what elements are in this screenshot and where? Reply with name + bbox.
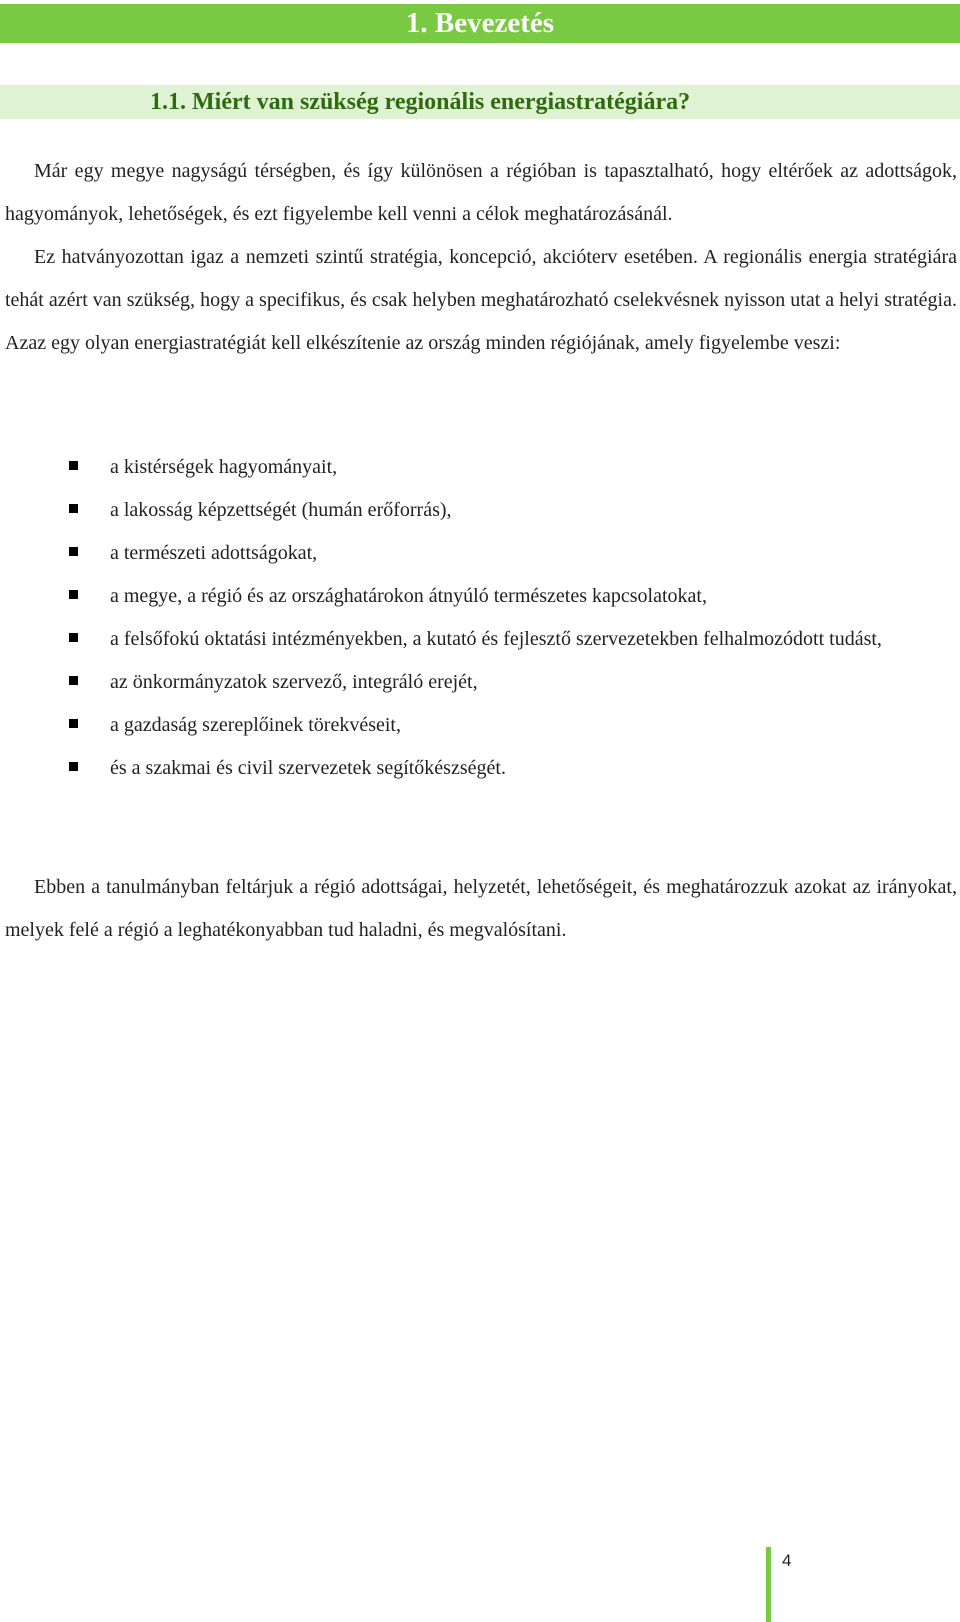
page-number-rule [766,1547,771,1622]
list-item: a felsőfokú oktatási intézményekben, a kutató és fejlesztő szervezetekben felhalmozódott tudást, [69,618,957,661]
square-bullet-icon [69,676,78,685]
square-bullet-icon [69,762,78,771]
list-item: a lakosság képzettségét (humán erőforrás), [69,489,957,532]
list-item: az önkormányzatok szervező, integráló erejét, [69,661,957,704]
square-bullet-icon [69,719,78,728]
paragraph-2: Ez hatványozottan igaz a nemzeti szintű stratégia, koncepció, akcióterv esetében. A regionális energia stratégiára tehát azért van szükség, hogy a specifikus, és csak helyben meghatározható cselekvésnek nyisson utat a helyi stratégia. Azaz egy olyan energiastratégiát kell elkészítenie az ország minden régiójának, amely figyelembe veszi: [5,246,957,354]
paragraph-3: Ebben a tanulmányban feltárjuk a régió adottságai, helyzetét, lehetőségeit, és meghatározzuk azokat az irányokat, melyek felé a régió a leghatékonyabban tud haladni, és megvalósítani. [5,876,957,941]
section-title: 1.1. Miért van szükség regionális energiastratégiára? [150,89,691,115]
square-bullet-icon [69,633,78,642]
intro-text [5,150,957,365]
square-bullet-icon [69,547,78,556]
list-item: a kistérségek hagyományait, [69,446,957,489]
section-heading-bar [0,85,960,119]
paragraph-1: Már egy megye nagyságú térségben, és így különösen a régióban is tapasztalható, hogy eltérőek az adottságok, hagyományok, lehetőségek, és ezt figyelembe kell venni a célok meghatározásánál. [5,160,957,225]
list-item: és a szakmai és civil szervezetek segítőkészségét. [69,747,957,790]
page-number: 4 [782,1551,792,1570]
chapter-title: 1. Bevezetés [405,7,555,39]
square-bullet-icon [69,590,78,599]
list-item: a megye, a régió és az országhatárokon átnyúló természetes kapcsolatokat, [69,575,957,618]
bullet-list [69,446,957,790]
list-item: a gazdaság szereplőinek törekvéseit, [69,704,957,747]
square-bullet-icon [69,504,78,513]
list-item: a természeti adottságokat, [69,532,957,575]
square-bullet-icon [69,461,78,470]
conclusion-text [5,866,957,952]
chapter-heading-bar [0,4,960,43]
